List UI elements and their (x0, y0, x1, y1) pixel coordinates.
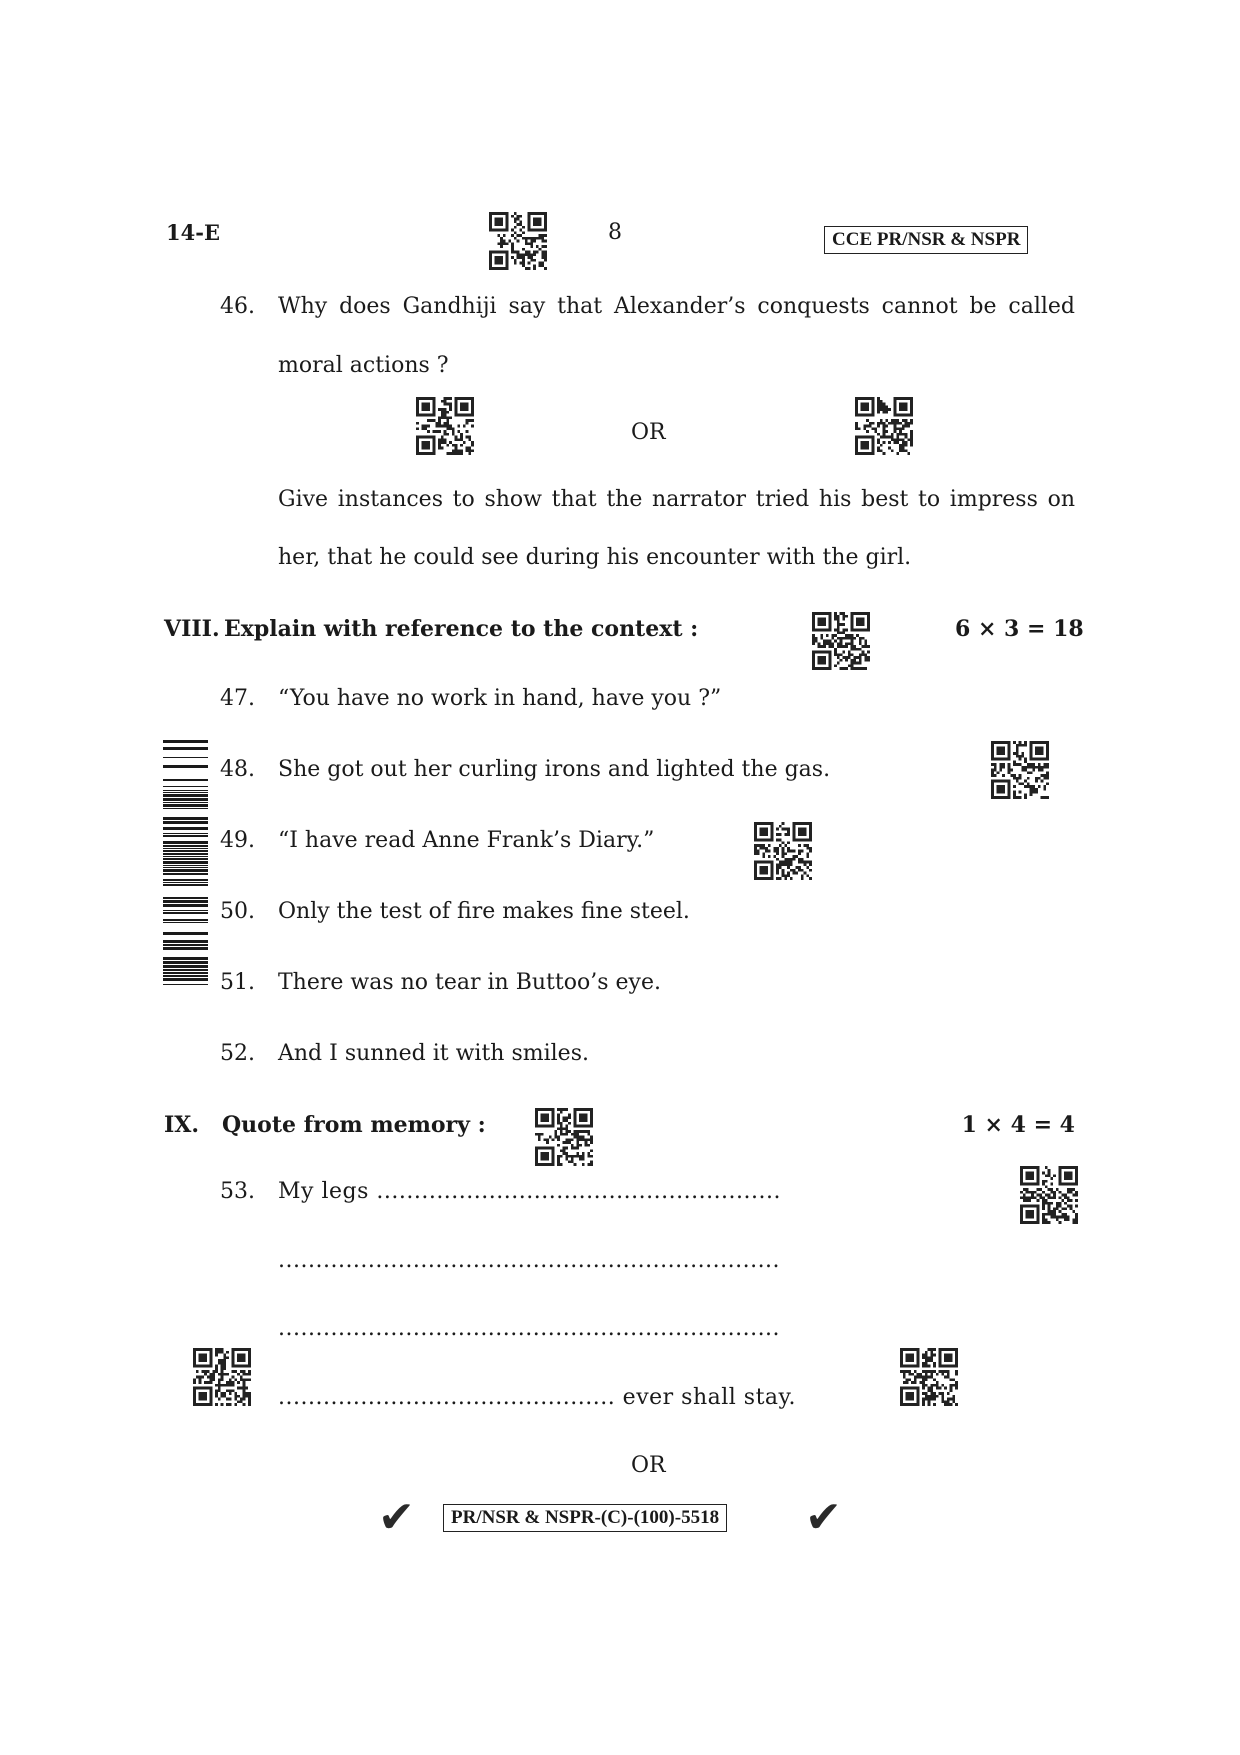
section-viii-label: VIII. (164, 616, 220, 642)
page-number: 8 (608, 220, 622, 245)
section-ix-title: Quote from memory : (222, 1112, 486, 1138)
qr-code-icon (489, 212, 547, 270)
q50-text: Only the test of fire makes fine steel. (278, 899, 690, 924)
q49-number: 49. (220, 828, 255, 853)
q50-number: 50. (220, 899, 255, 924)
qr-code-icon (900, 1348, 958, 1406)
qr-code-icon (1020, 1166, 1078, 1224)
q46-alt-line1: Give instances to show that the narrator tried his best to impress on (278, 487, 1075, 512)
section-viii-title: Explain with reference to the context : (224, 616, 699, 642)
qr-code-icon (416, 397, 474, 455)
q46-line1: Why does Gandhiji say that Alexander’s conquests cannot be called (278, 294, 1075, 319)
qr-code-icon (812, 612, 870, 670)
q51-text: There was no tear in Buttoo’s eye. (278, 970, 661, 995)
check-mark-icon: ✔ (378, 1492, 415, 1543)
section-viii-marks: 6 × 3 = 18 (955, 616, 1084, 642)
q53-line2: ................................................................... (278, 1248, 781, 1273)
q53-number: 53. (220, 1179, 255, 1204)
q46-alt-line2: her, that he could see during his encounter with the girl. (278, 545, 912, 570)
qr-code-icon (855, 397, 913, 455)
page-code: 14-E (166, 220, 220, 245)
q46-line2: moral actions ? (278, 353, 449, 378)
qr-code-icon (535, 1108, 593, 1166)
q52-number: 52. (220, 1041, 255, 1066)
q46-or: OR (631, 420, 666, 445)
section-ix-label: IX. (164, 1112, 200, 1138)
series-code: CCE PR/NSR & NSPR (824, 226, 1028, 254)
qr-code-icon (991, 741, 1049, 799)
q47-text: “You have no work in hand, have you ?” (278, 686, 722, 711)
section-ix-marks: 1 × 4 = 4 (961, 1112, 1075, 1138)
q51-number: 51. (220, 970, 255, 995)
barcode-icon (163, 733, 208, 985)
qr-code-icon (754, 822, 812, 880)
footer-code: PR/NSR & NSPR-(C)-(100)-5518 (443, 1504, 727, 1532)
q46-number: 46. (220, 294, 255, 319)
q53-line1: My legs ...................................................... (278, 1179, 782, 1204)
q49-text: “I have read Anne Frank’s Diary.” (278, 828, 655, 853)
qr-code-icon (193, 1348, 251, 1406)
q48-number: 48. (220, 757, 255, 782)
q47-number: 47. (220, 686, 255, 711)
q52-text: And I sunned it with smiles. (278, 1041, 589, 1066)
section-ix-or: OR (631, 1453, 666, 1478)
q48-text: She got out her curling irons and lighted the gas. (278, 757, 831, 782)
check-mark-icon: ✔ (805, 1492, 842, 1543)
q53-line3: ................................................................... (278, 1316, 781, 1341)
q53-line4: ............................................. ever shall stay. (278, 1385, 797, 1410)
